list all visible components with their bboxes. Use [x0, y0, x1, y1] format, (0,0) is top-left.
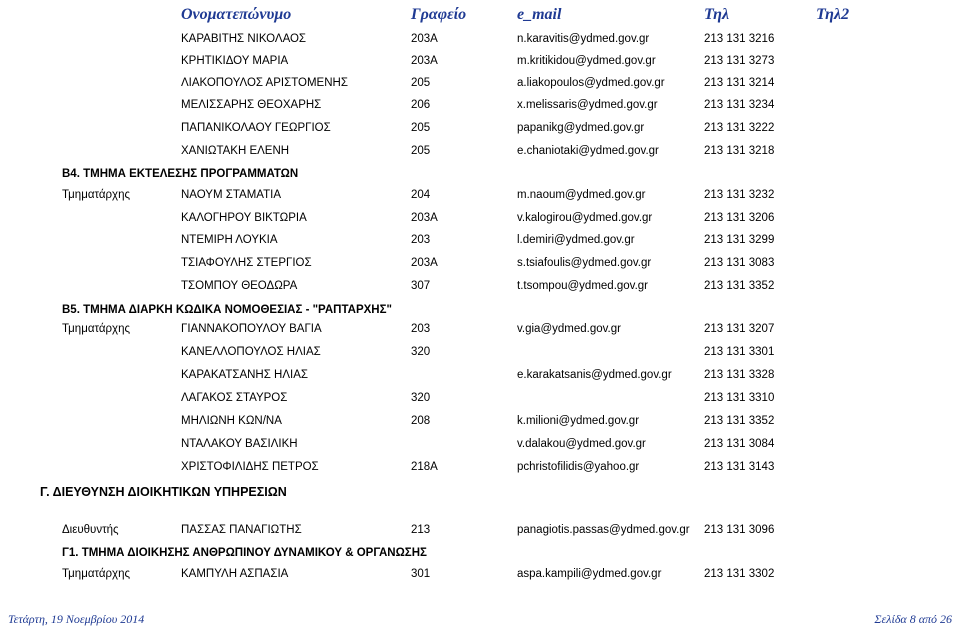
name-cell: ΤΣΙΑΦΟΥΛΗΣ ΣΤΕΡΓΙΟΣ — [181, 257, 312, 269]
name-cell: ΠΑΠΑΝΙΚΟΛΑΟΥ ΓΕΩΡΓΙΟΣ — [181, 122, 331, 134]
office-cell: 320 — [411, 346, 431, 358]
name-cell: ΧΡΙΣΤΟΦΙΛΙΔΗΣ ΠΕΤΡΟΣ — [181, 461, 319, 473]
table-row — [0, 415, 960, 435]
tel-cell: 213 131 3299 — [704, 234, 775, 246]
office-cell: 203Α — [411, 257, 438, 269]
office-cell: 205 — [411, 145, 431, 157]
name-cell: ΝΑΟΥΜ ΣΤΑΜΑΤΙΑ — [181, 189, 281, 201]
office-cell: 203 — [411, 234, 431, 246]
table-row — [0, 189, 960, 209]
name-cell: ΜΗΛΙΩΝΗ ΚΩΝ/ΝΑ — [181, 415, 282, 427]
tel-cell: 213 131 3096 — [704, 524, 775, 536]
tel-cell: 213 131 3302 — [704, 568, 775, 580]
tel-cell: 213 131 3084 — [704, 438, 775, 450]
tel-cell: 213 131 3206 — [704, 212, 775, 224]
email-cell: aspa.kampili@ydmed.gov.gr — [517, 568, 662, 580]
name-cell: ΧΑΝΙΩΤΑΚΗ ΕΛΕΝΗ — [181, 145, 290, 157]
office-cell: 213 — [411, 524, 431, 536]
name-cell: ΓΙΑΝΝΑΚΟΠΟΥΛΟΥ ΒΑΓΙΑ — [181, 323, 322, 335]
table-row — [0, 438, 960, 458]
name-cell: ΠΑΣΣΑΣ ΠΑΝΑΓΙΩΤΗΣ — [181, 524, 302, 536]
role-cell: Τμηματάρχης — [62, 189, 131, 201]
name-cell: ΛΙΑΚΟΠΟΥΛΟΣ ΑΡΙΣΤΟΜΕΝΗΣ — [181, 77, 348, 89]
table-row — [0, 55, 960, 75]
header-tel2: Τηλ2 — [816, 6, 850, 23]
office-cell: 307 — [411, 280, 431, 292]
email-cell: pchristofilidis@yahoo.gr — [517, 461, 640, 473]
office-cell: 206 — [411, 99, 431, 111]
section-title-g: Γ. ΔΙΕΥΘΥΝΣΗ ΔΙΟΙΚΗΤΙΚΩΝ ΥΠΗΡΕΣΙΩΝ — [40, 485, 287, 499]
office-cell: 203Α — [411, 55, 438, 67]
office-cell: 203Α — [411, 212, 438, 224]
office-cell: 205 — [411, 122, 431, 134]
tel-cell: 213 131 3352 — [704, 280, 775, 292]
table-row — [0, 568, 960, 588]
name-cell: ΚΑΜΠΥΛΗ ΑΣΠΑΣΙΑ — [181, 568, 289, 580]
tel-cell: 213 131 3216 — [704, 33, 775, 45]
name-cell: ΛΑΓΑΚΟΣ ΣΤΑΥΡΟΣ — [181, 392, 288, 404]
name-cell: ΚΑΡΑΒΙΤΗΣ ΝΙΚΟΛΑΟΣ — [181, 33, 307, 45]
table-row — [0, 280, 960, 300]
email-cell: e.chaniotaki@ydmed.gov.gr — [517, 145, 659, 157]
email-cell: a.liakopoulos@ydmed.gov.gr — [517, 77, 665, 89]
table-row — [0, 77, 960, 97]
email-cell: k.milioni@ydmed.gov.gr — [517, 415, 640, 427]
table-row — [0, 369, 960, 389]
email-cell: v.gia@ydmed.gov.gr — [517, 323, 621, 335]
email-cell: v.dalakou@ydmed.gov.gr — [517, 438, 646, 450]
office-cell: 204 — [411, 189, 431, 201]
tel-cell: 213 131 3218 — [704, 145, 775, 157]
tel-cell: 213 131 3310 — [704, 392, 775, 404]
footer-date: Τετάρτη, 19 Νοεμβρίου 2014 — [8, 612, 145, 626]
table-row — [0, 145, 960, 165]
table-row — [0, 99, 960, 119]
name-cell: ΚΡΗΤΙΚΙΔΟΥ ΜΑΡΙΑ — [181, 55, 289, 67]
tel-cell: 213 131 3214 — [704, 77, 775, 89]
office-cell: 218Α — [411, 461, 438, 473]
name-cell: ΚΑΝΕΛΛΟΠΟΥΛΟΣ ΗΛΙΑΣ — [181, 346, 321, 358]
name-cell: ΜΕΛΙΣΣΑΡΗΣ ΘΕΟΧΑΡΗΣ — [181, 99, 322, 111]
table-row — [0, 212, 960, 232]
office-cell: 320 — [411, 392, 431, 404]
role-cell: Διευθυντής — [62, 524, 119, 536]
tel-cell: 213 131 3207 — [704, 323, 775, 335]
name-cell: ΚΑΡΑΚΑΤΣΑΝΗΣ ΗΛΙΑΣ — [181, 369, 308, 381]
name-cell: ΚΑΛΟΓΗΡΟΥ ΒΙΚΤΩΡΙΑ — [181, 212, 307, 224]
tel-cell: 213 131 3234 — [704, 99, 775, 111]
office-cell: 301 — [411, 568, 431, 580]
name-cell: ΤΣΟΜΠΟΥ ΘΕΟΔΩΡΑ — [181, 280, 298, 292]
section-title-g1: Γ1. ΤΜΗΜΑ ΔΙΟΙΚΗΣΗΣ ΑΝΘΡΩΠΙΝΟΥ ΔΥΝΑΜΙΚΟΥ & ΟΡΓΑΝΩΣΗΣ — [62, 547, 427, 559]
name-cell: ΝΤΕΜΙΡΗ ΛΟΥΚΙΑ — [181, 234, 278, 246]
tel-cell: 213 131 3232 — [704, 189, 775, 201]
office-cell: 203 — [411, 323, 431, 335]
tel-cell: 213 131 3328 — [704, 369, 775, 381]
role-cell: Τμηματάρχης — [62, 568, 131, 580]
name-cell: ΝΤΑΛΑΚΟΥ ΒΑΣΙΛΙΚΗ — [181, 438, 298, 450]
tel-cell: 213 131 3301 — [704, 346, 775, 358]
header-name: Ονοματεπώνυμο — [181, 6, 292, 23]
table-row — [0, 234, 960, 254]
header-email: e_mail — [517, 6, 562, 23]
tel-cell: 213 131 3222 — [704, 122, 775, 134]
table-row — [0, 122, 960, 142]
office-cell: 203Α — [411, 33, 438, 45]
header-office: Γραφείο — [411, 6, 467, 23]
header-tel: Τηλ — [704, 6, 730, 23]
table-row — [0, 33, 960, 53]
table-row — [0, 346, 960, 366]
email-cell: t.tsompou@ydmed.gov.gr — [517, 280, 648, 292]
office-cell: 205 — [411, 77, 431, 89]
email-cell: v.kalogirou@ydmed.gov.gr — [517, 212, 653, 224]
email-cell: l.demiri@ydmed.gov.gr — [517, 234, 635, 246]
email-cell: x.melissaris@ydmed.gov.gr — [517, 99, 658, 111]
table-row — [0, 524, 960, 544]
tel-cell: 213 131 3352 — [704, 415, 775, 427]
office-cell: 208 — [411, 415, 431, 427]
email-cell: n.karavitis@ydmed.gov.gr — [517, 33, 650, 45]
role-cell: Τμηματάρχης — [62, 323, 131, 335]
section-title-b4: Β4. ΤΜΗΜΑ ΕΚΤΕΛΕΣΗΣ ΠΡΟΓΡΑΜΜΑΤΩΝ — [62, 168, 299, 180]
section-title-b5: Β5. ΤΜΗΜΑ ΔΙΑΡΚΗ ΚΩΔΙΚΑ ΝΟΜΟΘΕΣΙΑΣ - "ΡΑΠΤΑΡΧΗΣ" — [62, 304, 392, 316]
footer-page-number: Σελίδα 8 από 26 — [874, 612, 952, 626]
tel-cell: 213 131 3083 — [704, 257, 775, 269]
email-cell: s.tsiafoulis@ydmed.gov.gr — [517, 257, 652, 269]
tel-cell: 213 131 3143 — [704, 461, 775, 473]
tel-cell: 213 131 3273 — [704, 55, 775, 67]
email-cell: panagiotis.passas@ydmed.gov.gr — [517, 524, 690, 536]
table-row — [0, 461, 960, 481]
table-row — [0, 257, 960, 277]
table-row — [0, 392, 960, 412]
table-row — [0, 323, 960, 343]
email-cell: m.kritikidou@ydmed.gov.gr — [517, 55, 656, 67]
email-cell: e.karakatsanis@ydmed.gov.gr — [517, 369, 672, 381]
email-cell: papanikg@ydmed.gov.gr — [517, 122, 645, 134]
email-cell: m.naoum@ydmed.gov.gr — [517, 189, 646, 201]
